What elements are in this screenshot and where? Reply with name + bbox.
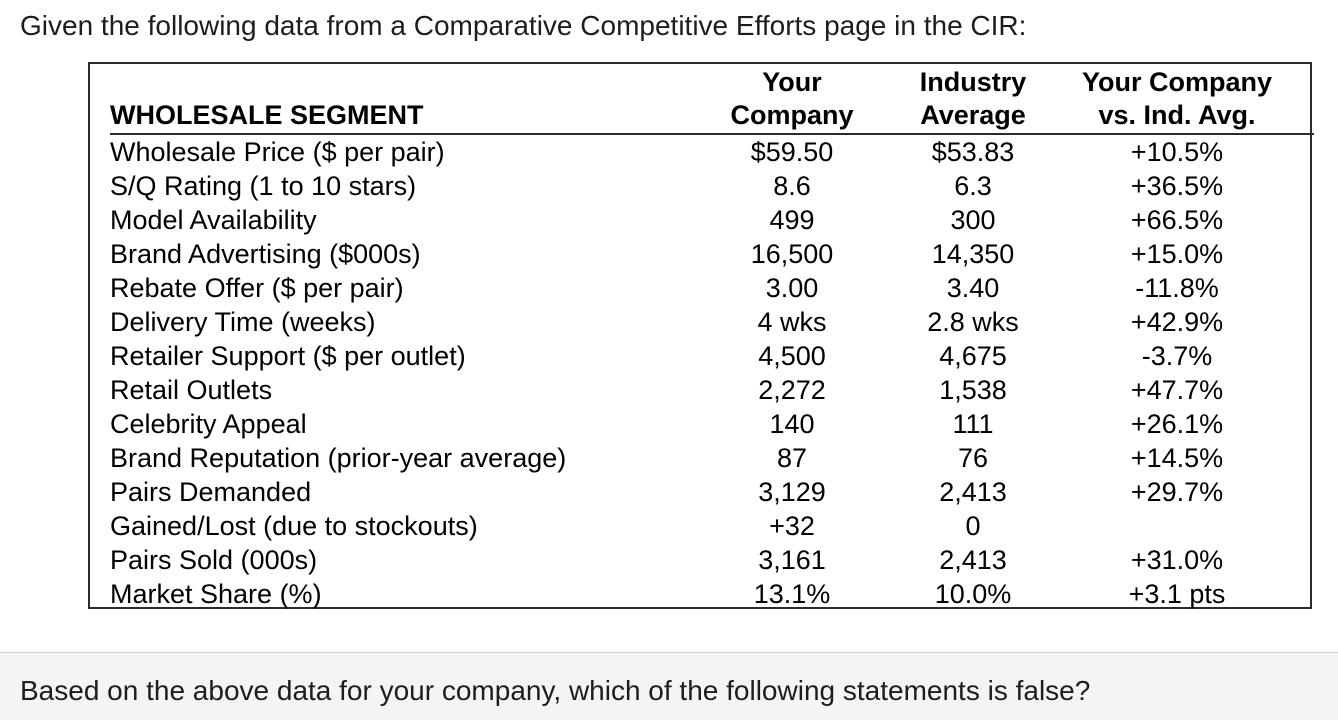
row-label: S/Q Rating (1 to 10 stars) [110, 171, 417, 201]
header-vs-line2: vs. Ind. Avg. [1098, 100, 1256, 130]
row-your-company-value: 140 [769, 409, 815, 439]
row-spacer [1290, 169, 1314, 203]
row-label: Retailer Support ($ per outlet) [110, 341, 466, 371]
comparative-efforts-table-frame [88, 62, 1312, 609]
row-label: Market Share (%) [110, 579, 322, 609]
row-industry-average-value: 300 [950, 205, 996, 235]
header-wholesale-segment: WHOLESALE SEGMENT [110, 66, 702, 134]
header-vs-industry-average [1064, 66, 1290, 134]
row-spacer [1290, 543, 1314, 577]
table-header-row [110, 66, 1314, 134]
row-vs-industry-average-value: +29.7% [1130, 477, 1224, 507]
row-label: Gained/Lost (due to stockouts) [110, 511, 478, 541]
table-row [110, 339, 1314, 373]
row-your-company-value: 13.1% [753, 579, 831, 609]
row-industry-average-value: 76 [957, 443, 989, 473]
table-row [110, 203, 1314, 237]
row-spacer [1290, 509, 1314, 543]
row-vs-industry-average-value: +26.1% [1130, 409, 1224, 439]
row-your-company-value: 499 [769, 205, 815, 235]
table-row [110, 237, 1314, 271]
row-vs-industry-average-value: +36.5% [1130, 171, 1224, 201]
row-label: Brand Reputation (prior-year average) [110, 443, 567, 473]
row-your-company-value: 3.00 [765, 273, 819, 303]
row-your-company-value: 87 [776, 443, 808, 473]
row-your-company-value: 16,500 [750, 239, 834, 269]
header-your-company-line2: Company [730, 100, 854, 130]
row-industry-average-value: 2.8 wks [927, 307, 1019, 337]
row-vs-industry-average-value: +66.5% [1130, 205, 1224, 235]
table-row [110, 271, 1314, 305]
row-spacer [1290, 475, 1314, 509]
row-label: Delivery Time (weeks) [110, 307, 376, 337]
row-spacer [1290, 203, 1314, 237]
row-industry-average-value: $53.83 [931, 137, 1015, 167]
row-spacer [1290, 577, 1314, 611]
row-label: Model Availability [110, 205, 317, 235]
row-spacer [1290, 134, 1314, 169]
row-industry-average-value: 6.3 [954, 171, 992, 201]
row-industry-average-value: 1,538 [939, 375, 1007, 405]
row-industry-average-value: 3.40 [946, 273, 1000, 303]
table-row [110, 373, 1314, 407]
row-your-company-value: +32 [769, 511, 815, 541]
row-label: Pairs Demanded [110, 477, 312, 507]
row-spacer [1290, 237, 1314, 271]
table-row [110, 169, 1314, 203]
table-body [110, 134, 1314, 611]
table-row [110, 577, 1314, 611]
header-industry-average-line1: Industry [919, 67, 1027, 97]
row-spacer [1290, 339, 1314, 373]
row-vs-industry-average-value: +3.1 pts [1128, 579, 1226, 609]
table-row [110, 475, 1314, 509]
row-label: Wholesale Price ($ per pair) [110, 137, 445, 167]
intro-text: Given the following data from a Comparative Competitive Efforts page in the CIR: [20, 10, 1027, 41]
row-your-company-value: 3,161 [758, 545, 826, 575]
row-vs-industry-average-value: +47.7% [1130, 375, 1224, 405]
row-your-company-value: 4 wks [757, 307, 827, 337]
row-industry-average-value: 14,350 [931, 239, 1015, 269]
header-industry-average [882, 66, 1064, 134]
row-industry-average-value: 10.0% [934, 579, 1012, 609]
row-label: Rebate Offer ($ per pair) [110, 273, 404, 303]
row-industry-average-value: 111 [952, 409, 994, 439]
row-vs-industry-average-value: +10.5% [1130, 137, 1224, 167]
row-vs-industry-average-value [1064, 509, 1290, 543]
row-spacer [1290, 441, 1314, 475]
header-industry-average-line2: Average [920, 100, 1026, 130]
row-spacer [1290, 305, 1314, 339]
row-vs-industry-average-value: +15.0% [1130, 239, 1224, 269]
question-text: Based on the above data for your company, which of the following statements is false? [20, 675, 1091, 706]
row-industry-average-value: 4,675 [939, 341, 1007, 371]
row-label: Brand Advertising ($000s) [110, 239, 421, 269]
row-industry-average-value: 0 [965, 511, 981, 541]
row-label: Celebrity Appeal [110, 409, 307, 439]
row-industry-average-value: 2,413 [939, 477, 1007, 507]
table-row [110, 407, 1314, 441]
header-your-company [702, 66, 882, 134]
row-your-company-value: $59.50 [750, 137, 834, 167]
table-row [110, 441, 1314, 475]
row-spacer [1290, 271, 1314, 305]
comparative-efforts-table [110, 66, 1314, 611]
row-vs-industry-average-value: +14.5% [1130, 443, 1224, 473]
row-your-company-value: 8.6 [773, 171, 811, 201]
row-label: Retail Outlets [110, 375, 273, 405]
row-vs-industry-average-value: -3.7% [1141, 341, 1213, 371]
table-row [110, 509, 1314, 543]
row-your-company-value: 2,272 [758, 375, 826, 405]
row-your-company-value: 4,500 [758, 341, 826, 371]
row-your-company-value: 3,129 [758, 477, 826, 507]
table-row [110, 134, 1314, 169]
row-spacer [1290, 407, 1314, 441]
header-spacer [1290, 66, 1314, 134]
header-vs-line1: Your Company [1081, 67, 1272, 97]
row-spacer [1290, 373, 1314, 407]
row-vs-industry-average-value: +31.0% [1130, 545, 1224, 575]
table-row [110, 305, 1314, 339]
header-your-company-line1: Your [762, 67, 822, 97]
row-vs-industry-average-value: -11.8% [1135, 273, 1219, 303]
row-label: Pairs Sold (000s) [110, 545, 318, 575]
table-row [110, 543, 1314, 577]
row-industry-average-value: 2,413 [939, 545, 1007, 575]
row-vs-industry-average-value: +42.9% [1130, 307, 1224, 337]
